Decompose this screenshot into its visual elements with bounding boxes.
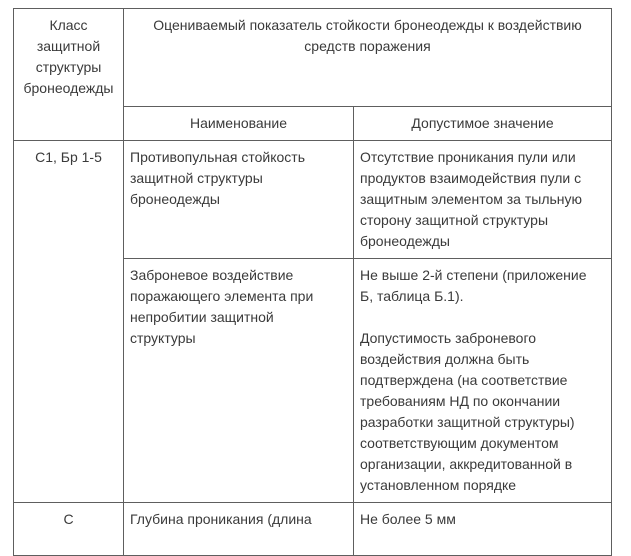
value-line: соответствующим документом (360, 435, 559, 451)
value-line: сторону защитной структуры (360, 212, 549, 228)
name-line: Глубина проникания (длина (130, 511, 312, 527)
class-header-line: бронеодежды (23, 80, 114, 96)
name-line: Заброневое воздействие (130, 267, 294, 283)
value-line: защитным элементом за тыльную (360, 191, 583, 207)
name-cell (124, 141, 354, 259)
name-line: защитной структуры (130, 170, 263, 186)
indicator-column-header (124, 9, 612, 107)
class-cell: С1, Бр 1-5 (14, 141, 124, 503)
requirements-table (13, 8, 612, 556)
value-line: организации, аккредитованной в (360, 456, 573, 472)
value-line: Допустимость заброневого (360, 330, 537, 346)
paragraph-gap (360, 307, 605, 328)
value-cell (354, 503, 612, 556)
value-line: разработки защитной структуры) (360, 414, 575, 430)
value-line: Не выше 2-й степени (приложение (360, 267, 587, 283)
value-line: продуктов взаимодействия пули с (360, 170, 582, 186)
table-row (14, 503, 612, 556)
name-cell (124, 503, 354, 556)
value-line: воздействия должна быть (360, 351, 530, 367)
name-line: Противопульная стойкость (130, 149, 305, 165)
value-line: установленном порядке (360, 477, 517, 493)
value-column-header: Допустимое значение (354, 107, 612, 141)
table-row (14, 141, 612, 259)
name-line: бронеодежды (130, 191, 220, 207)
header-row (14, 9, 612, 107)
value-line: бронеодежды (360, 233, 450, 249)
value-line: Б, таблица Б.1). (360, 288, 464, 304)
value-line: Не более 5 мм (360, 511, 456, 527)
name-column-header: Наименование (124, 107, 354, 141)
indicator-header-line: Оцениваемый показатель стойкости бронеодежды к воздействию (153, 17, 582, 33)
class-cell: С (14, 503, 124, 556)
name-line: непробитии защитной (130, 309, 274, 325)
name-cell (124, 259, 354, 503)
class-header-line: защитной (36, 38, 101, 54)
value-line: требованиям НД по окончании (360, 393, 561, 409)
value-cell (354, 259, 612, 503)
class-header-line: Класс (49, 17, 88, 33)
name-line: структуры (130, 330, 196, 346)
class-header-line: структуры (35, 59, 102, 75)
class-column-header (14, 9, 124, 141)
name-line: поражающего элемента при (130, 288, 314, 304)
indicator-header-line: средств поражения (304, 38, 431, 54)
value-line: Отсутствие проникания пули или (360, 149, 576, 165)
value-line: подтверждена (на соответствие (360, 372, 568, 388)
value-cell (354, 141, 612, 259)
